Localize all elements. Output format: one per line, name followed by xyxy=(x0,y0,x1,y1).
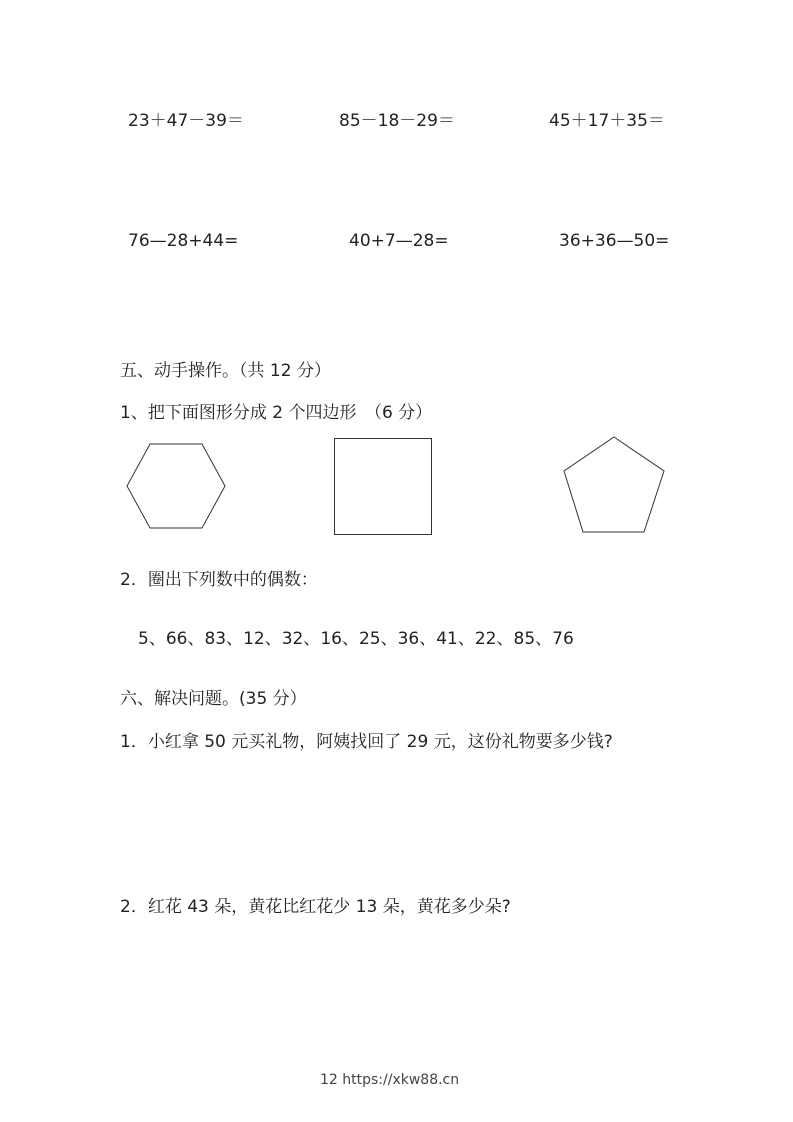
section-6-title: 六、解决问题。(35 分） xyxy=(120,689,307,709)
hexagon-shape xyxy=(120,440,230,532)
section-6-q2: 2．红花 43 朵，黄花比红花少 13 朵，黄花多少朵? xyxy=(120,897,511,917)
calc-2: 85－18－29＝ xyxy=(339,111,455,131)
calc-4: 76—28+44= xyxy=(128,231,239,251)
section-6-q1: 1．小红拿 50 元买礼物，阿姨找回了 29 元，这份礼物要多少钱? xyxy=(120,732,613,752)
page-footer: 12 https://xkw88.cn xyxy=(320,1072,460,1088)
section-5-title: 五、动手操作。（共 12 分） xyxy=(120,361,331,381)
calc-1: 23＋47－39＝ xyxy=(128,111,244,131)
calc-5: 40+7—28= xyxy=(349,231,449,251)
calc-6: 36+36—50= xyxy=(559,231,670,251)
calc-3: 45＋17＋35＝ xyxy=(549,111,665,131)
square-shape xyxy=(333,437,435,537)
section-5-q2: 2．圈出下列数中的偶数： xyxy=(120,570,318,590)
section-5-q1: 1、把下面图形分成 2 个四边形 （6 分） xyxy=(120,403,433,423)
number-list: 5、66、83、12、32、16、25、36、41、22、85、76 xyxy=(138,629,574,649)
pentagon-shape xyxy=(560,434,668,534)
